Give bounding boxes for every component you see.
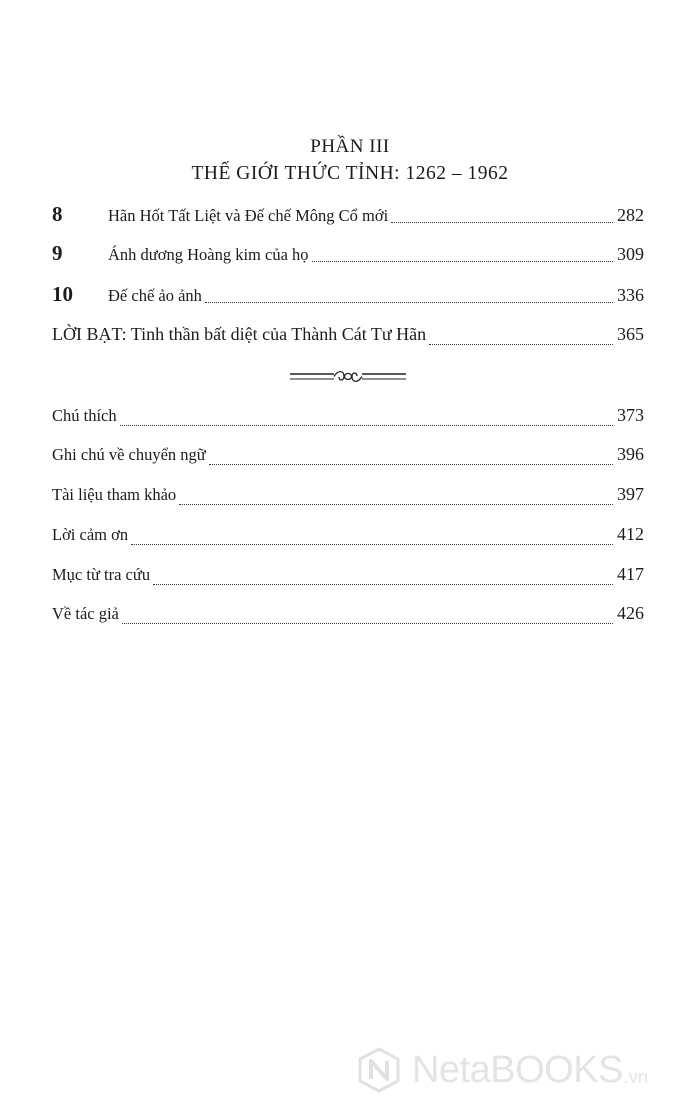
back-matter-title: Mục từ tra cứu — [52, 565, 151, 584]
watermark-suffix: .vn — [623, 1067, 648, 1087]
page-number: 397 — [617, 484, 644, 504]
watermark-text: NetaBOOKS — [412, 1048, 623, 1091]
toc-row-chapter-10[interactable] — [52, 282, 644, 312]
chapter-number: 8 — [52, 202, 63, 226]
toc-row-about-author[interactable] — [52, 603, 644, 633]
netabooks-logo-icon — [356, 1047, 402, 1093]
dot-leader — [179, 504, 613, 505]
dot-leader — [131, 544, 613, 545]
toc-row-bibliography[interactable] — [52, 484, 644, 514]
page-number: 365 — [617, 324, 644, 344]
toc-row-index[interactable] — [52, 564, 644, 594]
toc-row-afterword[interactable] — [52, 324, 644, 354]
back-matter-title: Chú thích — [52, 406, 117, 425]
back-matter-title: Về tác giả — [52, 604, 119, 623]
dot-leader — [209, 464, 613, 465]
dot-leader — [120, 425, 613, 426]
page-number: 309 — [617, 244, 644, 264]
page-number: 336 — [617, 285, 644, 305]
page-number: 282 — [617, 205, 644, 225]
back-matter-title: Ghi chú về chuyển ngữ — [52, 445, 206, 464]
page-number: 426 — [617, 603, 644, 623]
chapter-title: Đế chế ảo ảnh — [108, 286, 202, 305]
dot-leader — [153, 584, 613, 585]
toc-row-acknowledgements[interactable] — [52, 524, 644, 554]
page-number: 373 — [617, 405, 644, 425]
chapter-title: Ánh dương Hoàng kim của họ — [108, 245, 309, 264]
toc-row-translation-notes[interactable] — [52, 444, 644, 474]
dot-leader — [122, 623, 613, 624]
toc-row-chapter-9[interactable] — [52, 241, 644, 271]
dot-leader — [391, 222, 613, 223]
page-number: 412 — [617, 524, 644, 544]
part-label: PHẦN III — [310, 136, 390, 157]
watermark — [356, 1040, 686, 1100]
scroll-divider-icon — [290, 366, 406, 388]
dot-leader — [312, 261, 613, 262]
chapter-number: 9 — [52, 241, 63, 265]
page-number: 417 — [617, 564, 644, 584]
toc-row-notes[interactable] — [52, 405, 644, 435]
back-matter-title: Tài liệu tham khảo — [52, 485, 177, 504]
chapter-number: 10 — [52, 282, 73, 306]
dot-leader — [429, 344, 613, 345]
back-matter-title: Lời cảm ơn — [52, 525, 129, 544]
toc-row-chapter-8[interactable] — [52, 202, 644, 232]
dot-leader — [205, 302, 613, 303]
chapter-title: Hãn Hốt Tất Liệt và Đế chế Mông Cổ mới — [108, 206, 389, 225]
afterword-title: LỜI BẠT: Tinh thần bất diệt của Thành Cát Tư Hãn — [52, 324, 427, 344]
part-title: THẾ GIỚI THỨC TỈNH: 1262 – 1962 — [191, 163, 509, 184]
page-number: 396 — [617, 444, 644, 464]
